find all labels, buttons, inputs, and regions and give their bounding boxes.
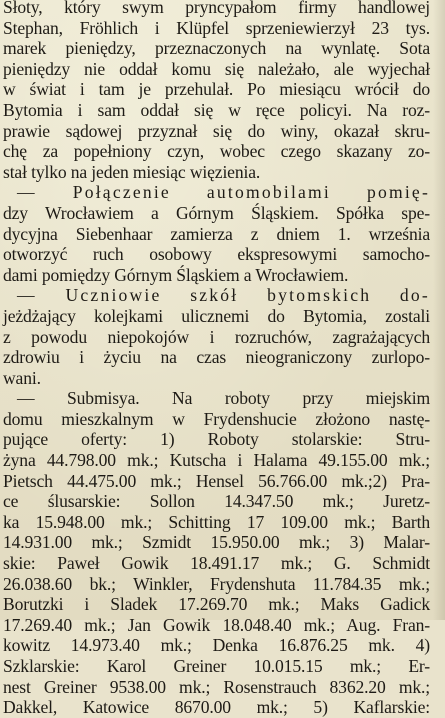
section-heading-line: — Uczniowie szkół bytomskich do- (17, 285, 430, 306)
text-line: jeżdżający kolejkami ulicznemi do Bytomia, zostali (3, 305, 430, 326)
text-line: chę za popełniony czyn, wobec czego skazany zo- (3, 141, 430, 162)
text-line: Szklarskie: Karol Greiner 10.015.15 mk.; Er- (3, 656, 430, 676)
text-line: Dakkel, Katowice 8670.00 mk.; 5) Kaflarskie: (3, 697, 430, 718)
text-line: Bytomia i sam oddał się w ręce policyi. Na roz- (3, 99, 430, 120)
article-column (3, 0, 430, 718)
text-line: ce ślusarskie: Sollon 14.347.50 mk.; Juretz- (3, 491, 430, 512)
text-line: zdrowiu i życiu na czas nieograniczony zurlopo- (3, 347, 430, 368)
section-heading-line: — Submisya. Na roboty przy miejskim (17, 388, 430, 409)
text-line: w świat i tam je przehulał. Po miesiącu wrócił do (3, 79, 430, 100)
text-line: prawie sądowej przyznał się do winy, okazał skru- (3, 120, 430, 141)
text-line: 26.038.60 bk.; Winkler, Frydenshuta 11.784.35 mk.; (3, 573, 430, 594)
text-line: nest Greiner 9538.00 mk.; Rosenstrauch 8362.20 mk.; (3, 676, 430, 697)
text-line: marek pieniędzy, przeznaczonych na wynlatę. Sota (3, 38, 430, 59)
text-line: dycyjna Siebenhaar zamierza z dniem 1. września (3, 223, 430, 244)
page-edge-shadow (433, 0, 445, 620)
text-line: Borutzki i Sladek 17.269.70 mk.; Maks Gadick (3, 594, 430, 615)
text-line: 17.269.40 mk.; Jan Gowik 18.048.40 mk.; Aug. Fran- (3, 614, 430, 635)
text-line: skie: Paweł Gowik 18.491.17 mk.; G. Schmidt (3, 553, 430, 574)
text-line: kowitz 14.973.40 mk.; Denka 16.876.25 mk. 4) (3, 635, 430, 656)
text-line: ka 15.948.00 mk.; Schitting 17 109.00 mk.; Barth (3, 511, 430, 532)
text-line: domu mieszkalnym w Frydenshucie złożono nastę- (3, 408, 430, 429)
section-heading-line: — Połączenie automobilami pomię- (17, 182, 430, 203)
text-line: otworzyć ruch osobowy ekspresowymi samocho- (3, 244, 430, 265)
text-line: Pietsch 44.475.00 mk.; Hensel 56.766.00 mk.;2) Pra- (3, 470, 430, 491)
text-line: pujące oferty: 1) Roboty stolarskie: Stru- (3, 429, 430, 450)
text-line: z powodu niepokojów i rozruchów, zagrażających (3, 326, 430, 347)
text-line: 14.931.00 mk.; Szmidt 15.950.00 mk.; 3) Malar- (3, 532, 430, 553)
text-line: wani. (3, 367, 41, 388)
text-line: pieniędzy nie oddał komu się należało, ale wyjechał (3, 58, 430, 79)
text-line: dami pomiędzy Górnym Śląskiem a Wrocławiem. (3, 264, 349, 285)
text-line: stał tylko na jeden miesiąc więzienia. (3, 161, 261, 182)
text-line: Słoty, który swym pryncypałom firmy handlowej (3, 0, 430, 17)
text-line: dzy Wrocławiem a Górnym Śląskiem. Spółka spe- (3, 202, 430, 223)
text-line: żyna 44.798.00 mk.; Kutscha i Halama 49.155.00 mk.; (3, 450, 430, 471)
text-line: Stephan, Fröhlich i Klüpfel sprzeniewierzył 23 tys. (3, 17, 430, 38)
